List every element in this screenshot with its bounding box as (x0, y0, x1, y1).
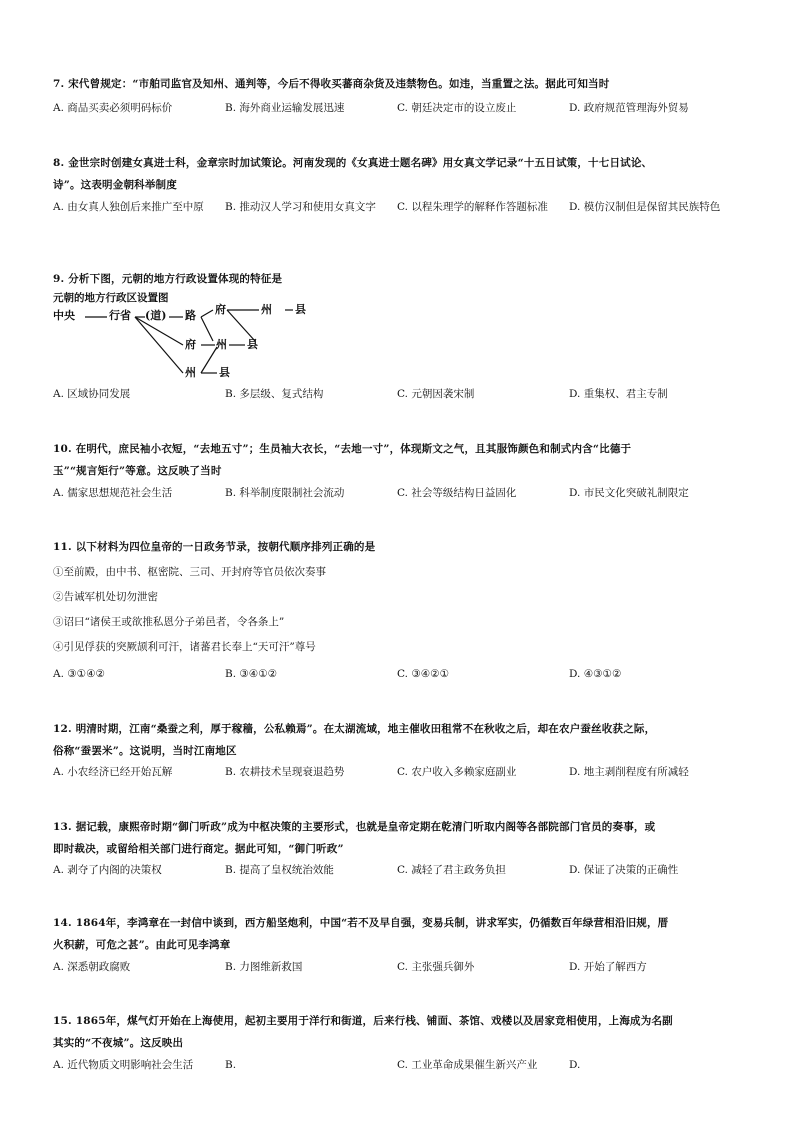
label-lu: 路 (185, 309, 196, 322)
stem-line: 12. 明清时期，江南“桑蚕之利，厚于稼穑，公私赖焉”。在太湖流域，地主催收田租常不在秋收之后，却在农户蚕丝收获之际， (53, 723, 656, 735)
question-12-options (53, 764, 743, 804)
question-10-options (53, 485, 743, 525)
question-7-options (53, 100, 743, 140)
material-item-4: ④引见俘获的突厥颉利可汗，诸蕃君长奉上“天可汗”尊号 (53, 641, 316, 653)
question-15-stem (53, 1010, 743, 1054)
stem-line: 8. 金世宗时创建女真进士科，金章宗时加试策论。河南发现的《女真进士题名碑》用女真文学记录“十五日试策，十七日试论、 (53, 157, 653, 169)
label-zhongyang: 中央 (53, 309, 75, 322)
question-12-stem (53, 718, 743, 762)
stem-line: 玉”“规言矩行”等意。这反映了当时 (53, 465, 222, 477)
option-c[interactable]: C. 元朝因袭宋制 (397, 388, 475, 400)
option-a[interactable]: A. 近代物质文明影响社会生活 (53, 1059, 194, 1071)
option-d[interactable]: D. 地主剥削程度有所减轻 (569, 766, 689, 778)
option-c[interactable]: C. 农户收入多赖家庭副业 (397, 766, 517, 778)
option-a[interactable]: A. 小农经济已经开始瓦解 (53, 766, 173, 778)
label-xingsheng: 行省 (109, 309, 131, 322)
question-15-options (53, 1057, 743, 1097)
option-a[interactable]: A. 儒家思想规范社会生活 (53, 487, 173, 499)
option-c[interactable]: C. 社会等级结构日益固化 (397, 487, 517, 499)
option-d[interactable]: D. ④③①② (569, 668, 622, 680)
question-13-stem (53, 816, 743, 860)
option-a[interactable]: A. 剥夺了内阁的决策权 (53, 864, 162, 876)
question-7-stem: 7. 宋代曾规定：“市舶司监官及知州、通判等，今后不得收买蕃商杂货及违禁物色。如违，当重置之法。据此可知当时 (53, 78, 610, 90)
option-b[interactable]: B. 推动汉人学习和使用女真文字 (225, 201, 376, 213)
option-a[interactable]: A. 深悉朝政腐败 (53, 961, 131, 973)
stem-line: 13. 据记载，康熙帝时期“御门听政”成为中枢决策的主要形式，也就是皇帝定期在乾清门听取内阁等各部院部门官员的奏事，或 (53, 821, 656, 833)
label-zhou: 州 (261, 303, 272, 316)
question-9-stem: 9. 分析下图，元朝的地方行政设置体现的特征是 (53, 273, 283, 285)
stem-line: 14. 1864年，李鸿章在一封信中谈到，西方船坚炮利，中国“若不及早自强，变易兵制，讲求军实，仍循数百年绿营相沿旧规，厝 (53, 917, 669, 929)
option-d[interactable]: D. 市民文化突破礼制限定 (569, 487, 689, 499)
material-item-2: ②告诫军机处切勿泄密 (53, 591, 158, 603)
option-c[interactable]: C. 主张强兵御外 (397, 961, 475, 973)
option-a[interactable]: A. ③①④② (53, 668, 105, 680)
option-b[interactable]: B. 科举制度限制社会流动 (225, 487, 345, 499)
question-11-options (53, 666, 743, 706)
option-d[interactable]: D. 开始了解西方 (569, 961, 647, 973)
question-14-options (53, 959, 743, 999)
option-d[interactable]: D. 政府规范管理海外贸易 (569, 102, 689, 114)
option-d[interactable]: D. (569, 1059, 581, 1071)
material-item-1: ①至前殿，由中书、枢密院、三司、开封府等官员依次奏事 (53, 566, 326, 578)
label-xian-3: 县 (219, 366, 230, 379)
material-item-3: ③诏曰“诸侯王或欲推私恩分子弟邑者，令各条上” (53, 616, 285, 628)
diagram-title: 元朝的地方行政区设置图 (53, 292, 169, 304)
label-zhou-3: 州 (185, 366, 196, 379)
option-a[interactable]: A. 商品买卖必须明码标价 (53, 102, 173, 114)
question-11-stem: 11. 以下材料为四位皇帝的一日政务节录，按朝代顺序排列正确的是 (53, 541, 376, 553)
label-fu: 府 (215, 303, 226, 316)
option-b[interactable]: B. ③④①② (225, 668, 278, 680)
stem-line: 即时裁决，或留给相关部门进行商定。据此可知，“御门听政” (53, 843, 344, 855)
stem-line: 15. 1865年，煤气灯开始在上海使用，起初主要用于洋行和街道，后来行栈、铺面、茶馆、戏楼以及居家竞相使用，上海成为名副 (53, 1015, 673, 1027)
option-c[interactable]: C. 以程朱理学的解释作答题标准 (397, 201, 548, 213)
option-b[interactable]: B. 提高了皇权统治效能 (225, 864, 334, 876)
question-10-stem (53, 438, 743, 482)
option-b[interactable]: B. 农耕技术呈现衰退趋势 (225, 766, 345, 778)
option-d[interactable]: D. 重集权、君主专制 (569, 388, 668, 400)
question-8-options (53, 199, 743, 239)
stem-line: 诗”。这表明金朝科举制度 (53, 179, 177, 191)
question-8-stem (53, 152, 743, 196)
option-a[interactable]: A. 区域协同发展 (53, 388, 131, 400)
stem-line: 火积薪，可危之甚”。由此可见李鸿章 (53, 939, 231, 951)
question-9-options (53, 386, 743, 426)
option-b[interactable]: B. 力图维新救国 (225, 961, 303, 973)
option-b[interactable]: B. 海外商业运输发展迅速 (225, 102, 345, 114)
option-d[interactable]: D. 保证了决策的正确性 (569, 864, 679, 876)
stem-line: 其实的“不夜城”。这反映出 (53, 1037, 184, 1049)
label-fu-2: 府 (185, 338, 196, 351)
label-xian-2: 县 (247, 338, 258, 351)
option-c[interactable]: C. 朝廷决定市的设立废止 (397, 102, 517, 114)
question-14-stem (53, 912, 743, 956)
option-d[interactable]: D. 模仿汉制但是保留其民族特色 (569, 201, 721, 213)
question-13-options (53, 862, 743, 902)
option-a[interactable]: A. 由女真人独创后来推广至中原 (53, 201, 204, 213)
label-xian: 县 (295, 303, 306, 316)
diagram-lines (53, 305, 353, 385)
administrative-diagram (53, 305, 353, 385)
stem-line: 10. 在明代，庶民袖小衣短，“去地五寸”；生员袖大衣长，“去地一寸”，体现斯文之气，且其服饰颜色和制式内含“比德于 (53, 443, 632, 455)
option-b[interactable]: B. (225, 1059, 237, 1071)
label-zhou-2: 州 (216, 338, 227, 351)
option-c[interactable]: C. 工业革命成果催生新兴产业 (397, 1059, 538, 1071)
stem-line: 俗称“蚕罢米”。这说明，当时江南地区 (53, 745, 237, 757)
label-dao: (道) (145, 309, 167, 322)
option-c[interactable]: C. ③④②① (397, 668, 449, 680)
option-b[interactable]: B. 多层级、复式结构 (225, 388, 324, 400)
option-c[interactable]: C. 减轻了君主政务负担 (397, 864, 506, 876)
